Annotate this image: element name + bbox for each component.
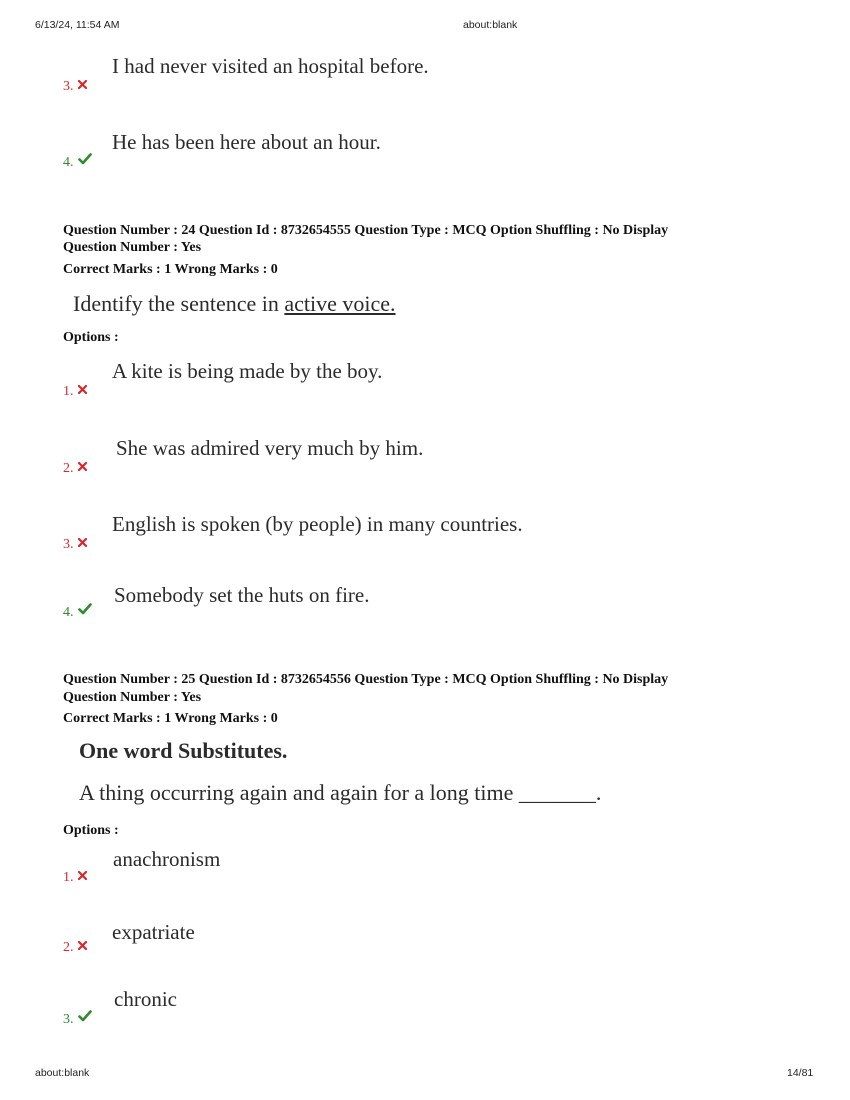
option-text: A kite is being made by the boy. xyxy=(112,359,383,383)
print-datetime: 6/13/24, 11:54 AM xyxy=(35,19,120,31)
question-marks: Correct Marks : 1 Wrong Marks : 0 xyxy=(63,711,278,726)
option-number: 1. xyxy=(63,869,87,886)
print-footer-url: about:blank xyxy=(35,1067,90,1079)
question-prompt: Identify the sentence in active voice. xyxy=(73,291,396,316)
cross-icon xyxy=(78,383,87,399)
question-meta: Question Number : 24 Question Id : 8732654555 Question Type : MCQ Option Shuffling : No Display xyxy=(63,223,669,238)
option-text: She was admired very much by him. xyxy=(116,436,424,460)
option-number: 4. xyxy=(63,603,92,621)
option-text: Somebody set the huts on fire. xyxy=(114,583,370,607)
option-number: 1. xyxy=(63,383,87,400)
print-page-title: about:blank xyxy=(463,19,518,31)
option-number: 3. xyxy=(63,1010,92,1028)
question-marks: Correct Marks : 1 Wrong Marks : 0 xyxy=(63,262,278,277)
options-label: Options : xyxy=(63,330,119,345)
options-label: Options : xyxy=(63,823,119,838)
question-heading: One word Substitutes. xyxy=(79,738,288,763)
option-text: English is spoken (by people) in many countries. xyxy=(112,512,523,536)
cross-icon xyxy=(78,536,87,552)
check-icon xyxy=(78,1010,92,1027)
option-number: 4. xyxy=(63,153,92,171)
cross-icon xyxy=(78,869,87,885)
option-number: 3. xyxy=(63,78,87,95)
option-number: 2. xyxy=(63,460,87,477)
option-text: anachronism xyxy=(113,847,221,871)
question-meta: Question Number : 25 Question Id : 8732654556 Question Type : MCQ Option Shuffling : No Display xyxy=(63,672,669,687)
print-page-number: 14/81 xyxy=(787,1067,814,1079)
cross-icon xyxy=(78,460,87,476)
check-icon xyxy=(78,603,92,620)
check-icon xyxy=(78,153,92,170)
option-text: chronic xyxy=(114,987,177,1011)
question-prompt: A thing occurring again and again for a long time _______. xyxy=(79,780,602,805)
option-text: He has been here about an hour. xyxy=(112,130,381,154)
option-text: I had never visited an hospital before. xyxy=(112,54,429,78)
option-number: 2. xyxy=(63,939,87,956)
cross-icon xyxy=(78,78,87,94)
question-meta-cont: Question Number : Yes xyxy=(63,240,202,255)
cross-icon xyxy=(78,939,87,955)
option-text: expatriate xyxy=(112,920,195,944)
option-number: 3. xyxy=(63,536,87,553)
question-meta-cont: Question Number : Yes xyxy=(63,690,202,705)
